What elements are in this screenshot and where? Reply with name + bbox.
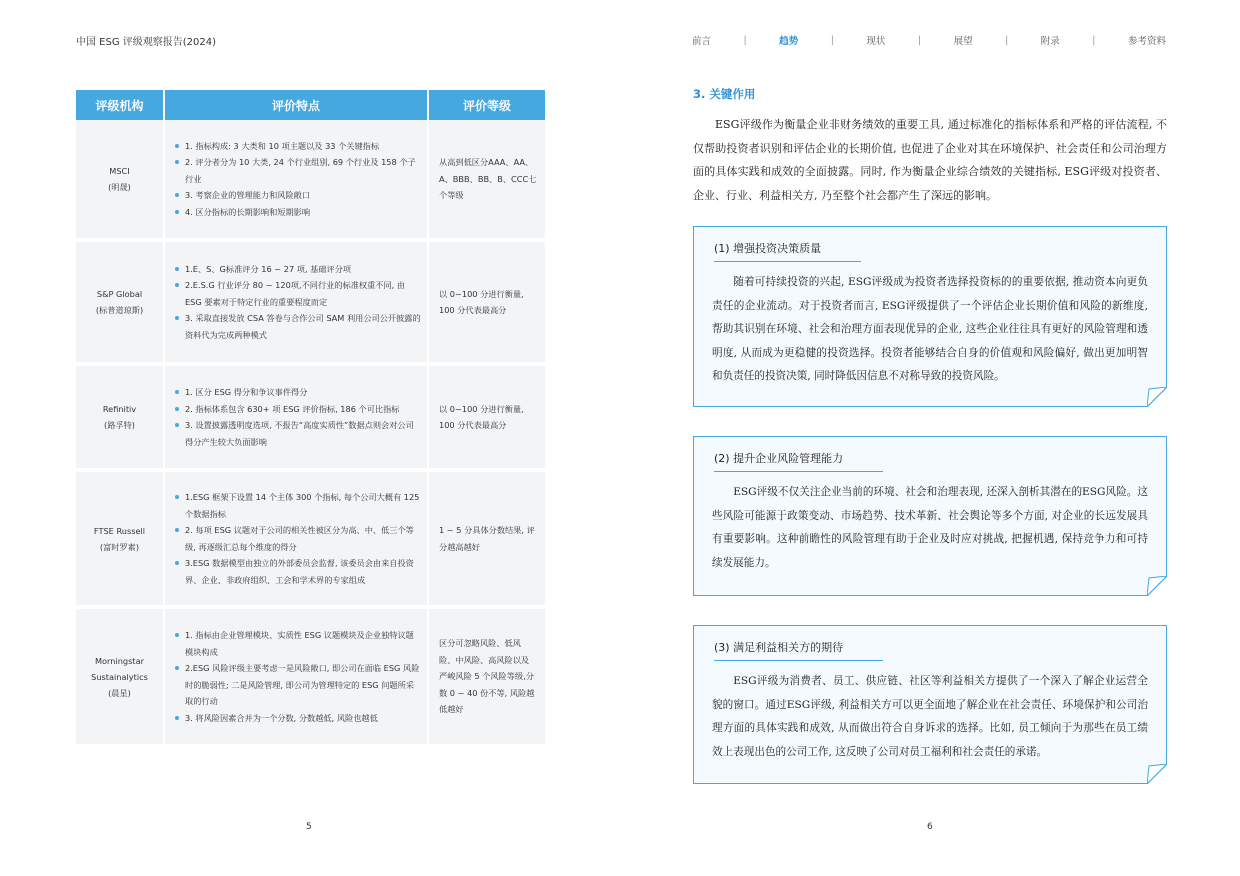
feature-item: 2.ESG 风险评级主要考虑一是风险敞口, 即公司在面临 ESG 风险时的脆弱性; 二是风险管理, 即公司为管理特定的 ESG 问题所采取的行动 [175,660,421,710]
callout-title: (2) 提升企业风险管理能力 [714,450,883,472]
feature-item: 1.E、S、G标准评分 16 ~ 27 项, 基础评分项 [175,261,421,278]
org-name-en: MSCI [109,166,130,176]
org-name-cn: (路孚特) [104,420,135,430]
feature-item: 3.ESG 数据模型由独立的外部委员会监督, 该委员会由来自投资界、企业、非政府组织、工会和学术界的专家组成 [175,555,421,588]
org-name-en: S&P Global [96,289,143,299]
features-cell [165,609,429,748]
report-title: 中国 ESG 评级观察报告(2024) [76,37,217,48]
section-title: 3. 关键作用 [693,87,756,101]
nav-item-appendix[interactable]: 附录 [1040,36,1060,47]
callout-title: (1) 增强投资决策质量 [714,240,861,262]
grade-cell: 区分可忽略风险、低风险、中风险、高风险以及严峻风险 5 个风险等级,分数 0 ~ 40 份不等, 风险越低越好 [429,609,545,748]
feature-item: 2.E.S.G 行业评分 80 ~ 120项,不同行业的标准权重不同, 由 ESG 要素对于特定行业的重要程度而定 [175,277,421,310]
feature-item: 1. 指标构成: 3 大类和 10 项主题以及 33 个关键指标 [175,138,421,155]
nav-separator: | [1092,34,1096,46]
page-number-right: 6 [927,822,933,832]
feature-item: 3. 采取直接发放 CSA 答卷与合作公司 SAM 利用公司公开披露的资料代为完成两种模式 [175,310,421,343]
org-name-en: Refinitiv [102,404,137,414]
callout-box-investment [693,226,1167,407]
features-cell [165,366,429,472]
folded-corner-icon [1147,387,1167,407]
feature-item: 2. 每项 ESG 议题对于公司的相关性被区分为高、中、低三个等级, 再逐级汇总每个维度的得分 [175,522,421,555]
esg-rating-table [76,90,545,748]
table-header-row [76,90,545,120]
table-row [76,472,545,609]
org-name-en: FTSE Russell [93,525,146,536]
header-grade: 评价等级 [429,90,545,120]
org-cell [76,366,165,472]
folded-corner-icon [1147,576,1167,596]
org-name-cn: (晨星) [108,687,131,698]
grade-cell: 以 0~100 分进行衡量, 100 分代表最高分 [429,242,545,366]
header-org: 评级机构 [76,90,165,120]
org-name-cn: (明晟) [108,182,131,192]
table-row [76,242,545,366]
callout-text: 随着可持续投资的兴起, ESG评级成为投资者选择投资标的的重要依据, 推动资本向更负责任的企业流动。对于投资者而言, ESG评级提供了一个评估企业长期价值和风险的新维度, 帮助其识别在环境、社会和治理方面表现优异的企业, 这些企业往往具有更好的风险管理和透明度, 从而成为更稳健的投资选择。投资者能够结合自身的价值观和风险偏好, 做出更加明智和负责任的投资决策, 同时降低因信息不对称导致的投资风险。 [712,276,1148,382]
org-name-cn: (富时罗素) [99,541,140,552]
org-cell [76,242,165,366]
feature-item: 2. 指标体系包含 630+ 项 ESG 评价指标, 186 个可比指标 [175,401,421,418]
nav-item-references[interactable]: 参考资料 [1127,36,1166,47]
nav-separator: | [917,34,922,46]
org-name-en: Morningstar Sustainalytics [91,655,148,682]
callout-text: ESG评级不仅关注企业当前的环境、社会和治理表现, 还深入剖析其潜在的ESG风险。这些风险可能源于政策变动、市场趋势、技术革新、社会舆论等多个方面, 对企业的长远发展具有重要影响。这种前瞻性的风险管理有助于企业及时应对挑战, 把握机遇, 保持竞争力和可持续发展能力。 [712,486,1148,569]
nav-separator: | [830,34,834,46]
chapter-nav [692,33,1166,47]
feature-item: 1. 区分 ESG 得分和争议事件得分 [175,384,421,401]
feature-item: 4. 区分指标的长期影响和短期影响 [175,204,421,221]
grade-cell: 1 ~ 5 分具体分数结果, 评分越高越好 [429,472,545,609]
org-cell [76,609,165,748]
feature-item: 3. 将风险因素合并为一个分数, 分数越低, 风险也越低 [175,710,421,727]
feature-item: 1.ESG 框架下设置 14 个主体 300 个指标, 每个公司大概有 125 个数据指标 [175,489,421,522]
grade-cell: 从高到低区分AAA、AA、A、BBB、BB、B、CCC七个等级 [429,120,545,242]
feature-item: 2. 评分者分为 10 大类, 24 个行业组别, 69 个行业及 158 个子行业 [175,154,421,187]
callout-text: ESG评级为消费者、员工、供应链、社区等利益相关方提供了一个深入了解企业运营全貌的窗口。通过ESG评级, 利益相关方可以更全面地了解企业在社会责任、环境保护和公司治理方面的具体实践和成效, 从而做出符合自身诉求的选择。比如, 员工倾向于为那些在员工绩效上表现出色的公司工作, 这反映了公司对员工福利和社会责任的承诺。 [712,675,1148,758]
org-name-cn: (标普道琼斯) [95,305,144,315]
callout-title: (3) 满足利益相关方的期待 [714,639,883,661]
grade-cell: 以 0~100 分进行衡量, 100 分代表最高分 [429,366,545,472]
feature-item: 3. 设置披露透明度选项, 不报告“高度实质性”数据点则会对公司得分产生较大负面影响 [175,417,421,450]
nav-separator: | [743,34,747,46]
table-row [76,609,545,748]
nav-item-outlook[interactable]: 展望 [953,36,973,47]
callout-box-risk [693,436,1167,596]
callout-box-stakeholders [693,625,1167,784]
org-cell [76,472,165,609]
header-features: 评价特点 [165,90,429,120]
folded-corner-icon [1147,764,1167,784]
nav-item-status[interactable]: 现状 [866,36,886,47]
feature-item: 3. 考察企业的管理能力和风险敞口 [175,187,421,204]
intro-paragraph: ESG评级作为衡量企业非财务绩效的重要工具, 通过标准化的指标体系和严格的评估流程, 不仅帮助投资者识别和评估企业的长期价值, 也促进了企业对其在环境保护、社会责任和公司治理方面的具体实践和成效的全面披露。同时, 作为衡量企业综合绩效的关键指标, ESG评级对投资者、企业、行业、利益相关方, 乃至整个社会都产生了深远的影响。 [693,118,1167,202]
nav-item-preface[interactable]: 前言 [692,36,712,47]
features-cell [165,472,429,609]
table-row [76,120,545,242]
table-row [76,366,545,472]
features-cell [165,242,429,366]
org-cell [76,120,165,242]
nav-separator: | [1005,34,1009,46]
feature-item: 1. 指标由企业管理模块、实质性 ESG 议题模块及企业独特议题模块构成 [175,627,421,660]
features-cell [165,120,429,242]
page-number-left: 5 [306,822,312,832]
nav-item-trends[interactable]: 趋势 [779,36,799,47]
